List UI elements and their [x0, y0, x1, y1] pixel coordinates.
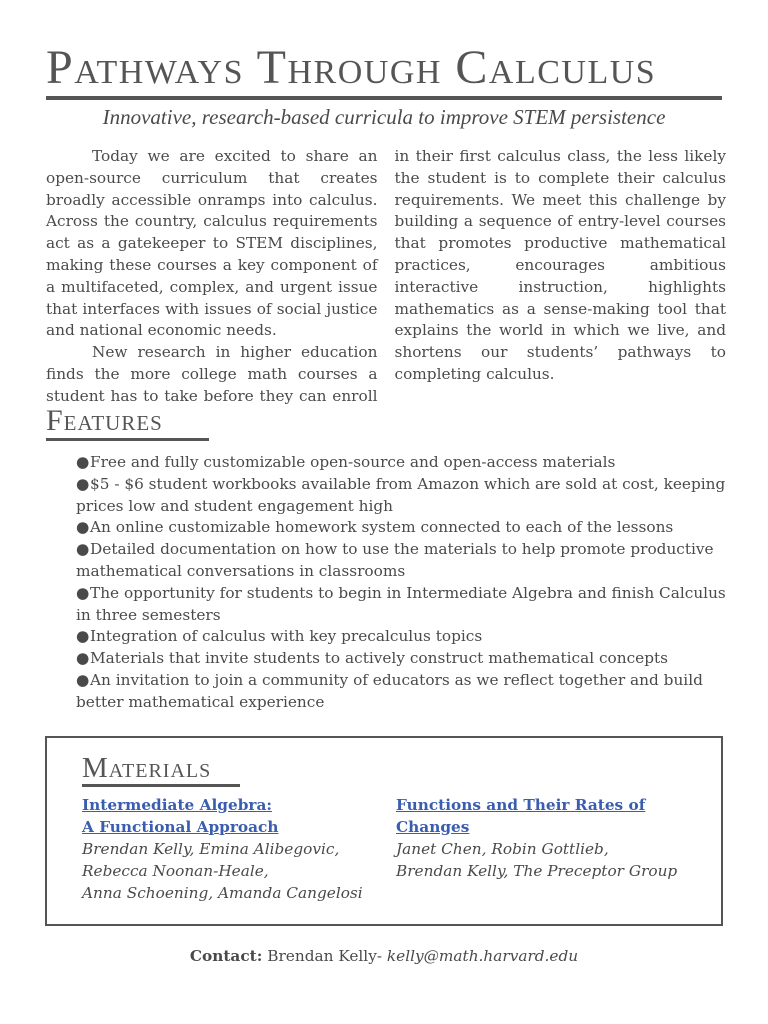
contact-name: Brendan Kelly — [267, 947, 377, 965]
feature-item — [76, 517, 726, 539]
feature-text: Free and fully customizable open-source and open-access materials — [90, 453, 616, 471]
intro-text — [46, 146, 726, 408]
book-1-title-link-line-2[interactable]: A Functional Approach — [82, 818, 279, 836]
features-heading: Features — [46, 404, 163, 437]
intro-paragraph-1: Today we are excited to share an open-source curriculum that creates broadly accessible onramps into calculus. Across the country, calculus requirements act as a gatekeeper to STEM disciplines, making these courses a key component of a multifaceted, complex, and urgent issue that interfaces with issues of social justice and national economic needs. — [46, 147, 378, 340]
feature-item — [76, 539, 726, 583]
bullet-icon: ● — [76, 474, 90, 493]
page-subtitle: Innovative, research-based curricula to improve STEM persistence — [102, 105, 666, 129]
bullet-icon: ● — [76, 627, 90, 646]
feature-item — [76, 670, 726, 714]
book-2-title-link-line-1[interactable]: Functions and Their Rates of — [396, 796, 646, 814]
book-1-authors-line-3: Anna Schoening, Amanda Cangelosi — [82, 884, 363, 902]
feature-item — [76, 648, 726, 670]
feature-text: Materials that invite students to actively construct mathematical concepts — [90, 649, 669, 668]
contact-email[interactable]: kelly@math.harvard.edu — [386, 947, 579, 965]
contact-separator: - — [376, 947, 387, 965]
bullet-icon: ● — [76, 670, 90, 689]
materials-underline — [82, 784, 240, 787]
material-book-2 — [396, 794, 706, 882]
book-2-authors-line-1: Janet Chen, Robin Gottlieb, — [396, 840, 609, 858]
feature-text: Integration of calculus with key precalculus topics — [90, 627, 483, 646]
feature-item — [76, 452, 726, 474]
materials-heading: Materials — [82, 752, 212, 784]
bullet-icon: ● — [76, 453, 90, 471]
bullet-icon: ● — [76, 583, 90, 602]
book-1-title-link-line-1[interactable]: Intermediate Algebra: — [82, 796, 273, 814]
material-book-1 — [82, 794, 392, 904]
contact-line — [0, 945, 768, 967]
feature-text: $5 - $6 student workbooks available from Amazon which are sold at cost, keeping prices low and student engagement high — [76, 474, 726, 515]
book-1-authors-line-1: Brendan Kelly, Emina Alibegovic, — [82, 840, 340, 858]
bullet-icon: ● — [76, 649, 90, 668]
book-2-authors-line-2: Brendan Kelly, The Preceptor Group — [396, 862, 678, 880]
intro-paragraph-2: New research in higher education finds the more college math courses a student has to take before they can enroll in their first calculus class, the less likely the student is to complete their calculus requirements. We meet this challenge by building a sequence of entry-level courses that promotes productive mathematical practices, encourages ambitious interactive instruction, highlights mathematics as a sense-making tool that explains the world in which we live, and shortens our students’ pathways to completing calculus. — [46, 147, 726, 405]
contact-label: Contact: — [189, 947, 263, 965]
feature-text: The opportunity for students to begin in Intermediate Algebra and finish Calculus in three semesters — [76, 583, 726, 624]
features-list — [76, 452, 726, 714]
bullet-icon: ● — [76, 540, 90, 559]
book-1-authors-line-2: Rebecca Noonan-Heale, — [82, 862, 269, 880]
feature-item — [76, 474, 726, 518]
feature-text: Detailed documentation on how to use the materials to help promote productive mathematical conversations in classrooms — [76, 540, 714, 580]
bullet-icon: ● — [76, 518, 90, 537]
title-divider — [46, 96, 722, 100]
feature-item — [76, 626, 726, 648]
feature-item — [76, 583, 726, 627]
feature-text: An invitation to join a community of educators as we reflect together and build better mathematical experience — [76, 670, 703, 711]
book-2-title-link-line-2[interactable]: Changes — [396, 818, 470, 836]
features-underline — [46, 438, 209, 441]
page-title: Pathways Through Calculus — [46, 41, 657, 94]
feature-text: An online customizable homework system connected to each of the lessons — [90, 518, 674, 537]
